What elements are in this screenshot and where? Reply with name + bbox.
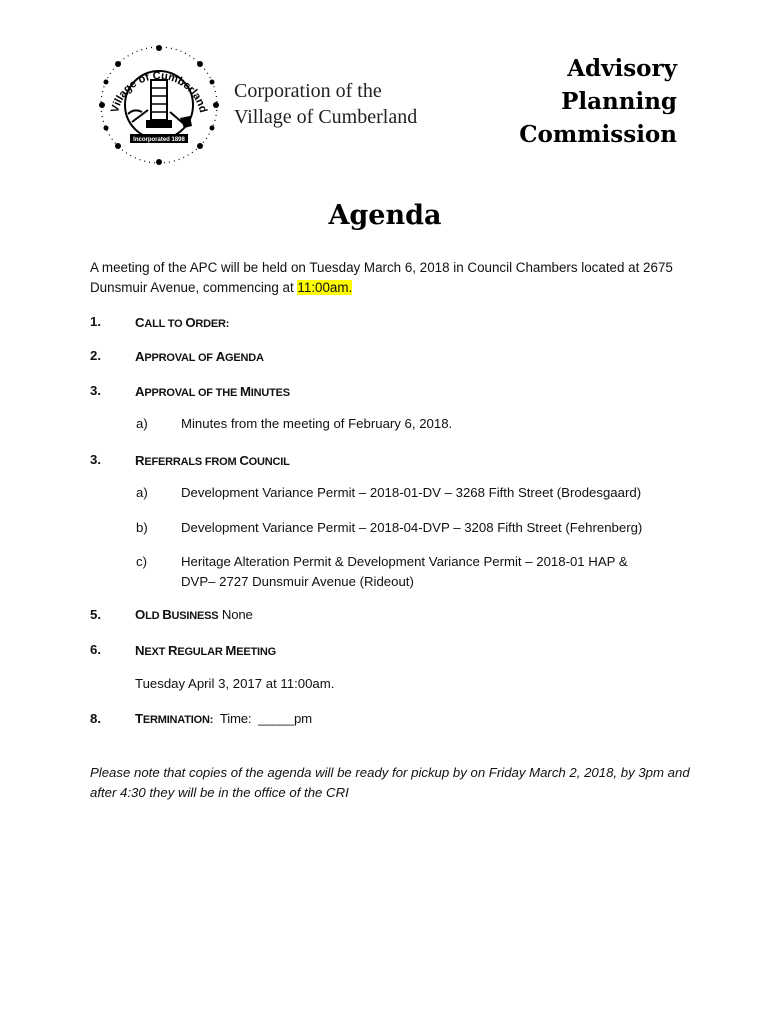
intro-paragraph bbox=[90, 258, 690, 297]
item-3a-label: a) bbox=[136, 416, 148, 431]
village-seal-logo bbox=[96, 42, 222, 168]
item-1-heading: CALL TO ORDER: bbox=[135, 315, 230, 330]
termination-time: Time: _____pm bbox=[213, 711, 312, 726]
intro-text: A meeting of the APC will be held on Tuesday March 6, 2018 in Council Chambers located at 2675 Dunsmuir Avenue, commencing at bbox=[90, 260, 673, 295]
referral-a-text: Development Variance Permit – 2018-01-DV – 3268 Fifth Street (Brodesgaard) bbox=[181, 485, 642, 500]
corporation-name bbox=[234, 78, 417, 130]
item-2-number: 2. bbox=[90, 348, 101, 363]
committee-line-1: Advisory bbox=[567, 55, 677, 82]
item-6-heading: NEXT REGULAR MEETING bbox=[135, 643, 276, 658]
mine-tower-icon bbox=[146, 80, 172, 128]
page-title: Agenda bbox=[328, 200, 442, 231]
committee-title bbox=[519, 52, 677, 151]
item-3a-text: Minutes from the meeting of February 6, 2018. bbox=[181, 416, 453, 431]
seal-arc-text: Village of Cumberland bbox=[108, 69, 210, 115]
seal-incorporated-text: Incorporated 1898 bbox=[133, 137, 185, 143]
item-3-heading: APPROVAL OF THE MINUTES bbox=[135, 384, 290, 399]
item-8-number: 8. bbox=[90, 711, 101, 726]
corporation-line-1: Corporation of the bbox=[234, 80, 382, 102]
referral-a-label: a) bbox=[136, 485, 148, 500]
referral-b-label: b) bbox=[136, 520, 148, 535]
next-meeting-date: Tuesday April 3, 2017 at 11:00am. bbox=[135, 676, 335, 691]
pickup-note: Please note that copies of the agenda will be ready for pickup by on Friday March 2, 2018, by 3pm and after 4:30 they will be in the office of the CRI bbox=[90, 765, 690, 800]
item-2-heading: APPROVAL OF AGENDA bbox=[135, 349, 264, 364]
referral-c-label: c) bbox=[136, 554, 147, 569]
corporation-line-2: Village of Cumberland bbox=[234, 106, 418, 128]
item-referrals-heading: REFERRALS FROM COUNCIL bbox=[135, 453, 290, 468]
old-business-value: None bbox=[218, 607, 253, 622]
referral-c-text: Heritage Alteration Permit & Development Variance Permit – 2018-01 HAP & DVP– 2727 Dunsmuir Avenue (Rideout) bbox=[181, 554, 628, 589]
item-5-heading: OLD BUSINESS None bbox=[135, 607, 253, 622]
referral-b-text: Development Variance Permit – 2018-04-DVP – 3208 Fifth Street (Fehrenberg) bbox=[181, 520, 643, 535]
committee-line-2: Planning bbox=[561, 88, 677, 115]
item-5-number: 5. bbox=[90, 607, 101, 622]
item-8-heading: TERMINATION: Time: _____pm bbox=[135, 711, 312, 726]
item-6-number: 6. bbox=[90, 642, 101, 657]
start-time-highlight: 11:00am. bbox=[297, 279, 353, 295]
item-1-number: 1. bbox=[90, 314, 101, 329]
item-3-number: 3. bbox=[90, 383, 101, 398]
committee-line-3: Commission bbox=[519, 121, 677, 148]
item-referrals-number: 3. bbox=[90, 452, 101, 467]
